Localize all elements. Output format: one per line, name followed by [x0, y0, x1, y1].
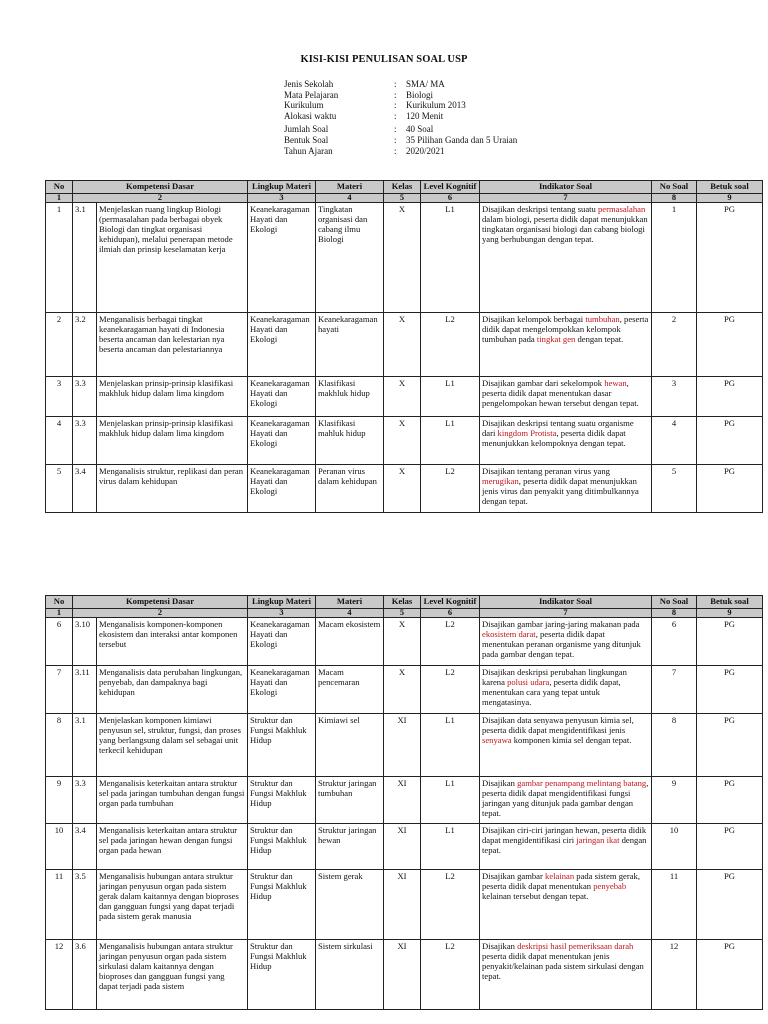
kd-text: Menganalisis hubungan antara struktur jaringan penyusun organ pada sistem sirkulasi dalam kaitannya dengan bioproses dan gangguan fungsi yang dapat terjadi pada sistem	[97, 939, 248, 1009]
indikator-highlight: merugikan	[482, 475, 519, 486]
meta-value: Biologi	[406, 89, 434, 100]
kd-text: Menganalisis keterkaitan antara struktur sel pada jaringan hewan dengan fungsi organ pada hewan	[97, 823, 248, 869]
row-no: 12	[46, 939, 73, 1009]
header-no-soal: No Soal	[652, 596, 697, 609]
indikator-soal	[480, 376, 652, 416]
indikator-highlight: tumbuhan	[585, 313, 620, 324]
kd-number: 3.1	[73, 713, 97, 776]
meta-colon: :	[394, 79, 397, 89]
kd-number: 3.4	[73, 464, 97, 512]
indikator-highlight: tingkat gen	[536, 333, 576, 344]
meta-row	[284, 124, 517, 135]
indikator-highlight: penyebab	[593, 880, 627, 891]
row-no: 5	[46, 464, 73, 512]
no-soal: 12	[652, 939, 697, 1009]
row-no: 3	[46, 376, 73, 416]
kd-text: Menjelaskan ruang lingkup Biologi (permasalahan pada berbagai obyek Biologi dan tingkat organisasi kehidupan), melalui penerapan metode ilmiah dan prinsip keselamatan kerja	[97, 202, 248, 312]
column-number-row	[46, 608, 763, 617]
materi: Sistem gerak	[316, 869, 384, 939]
row-no: 7	[46, 665, 73, 713]
table-row	[46, 376, 763, 416]
header-materi: Materi	[316, 596, 384, 609]
kelas: XI	[384, 869, 421, 939]
indikator-highlight: hewan	[604, 377, 627, 388]
column-number: 1	[46, 193, 73, 202]
materi: Klasifikasi mahluk hidup	[316, 416, 384, 464]
row-no: 11	[46, 869, 73, 939]
indikator-text: Disajikan	[482, 940, 518, 951]
indikator-text: , peserta didik dapat mengidentifikasi fungsi jaringan yang ditunjuk pada gambar dengan tepat.	[482, 777, 649, 819]
indikator-text: Disajikan deskripsi perubahan lingkungan karena	[482, 666, 627, 687]
meta-colon: :	[394, 124, 397, 135]
column-number: 6	[421, 193, 480, 202]
bentuk-soal: PG	[697, 464, 763, 512]
meta-value: 35 Pilihan Ganda dan 5 Uraian	[406, 134, 518, 145]
no-soal: 3	[652, 376, 697, 416]
bentuk-soal: PG	[697, 776, 763, 823]
indikator-text: Disajikan data senyawa penyusun kimia sel, peserta didik dapat mengidentifikasi jenis	[482, 714, 634, 735]
indikator-highlight: jaringan ikat	[576, 834, 620, 845]
indikator-highlight: polusi udara	[507, 676, 550, 687]
indikator-soal	[480, 416, 652, 464]
meta-key: Mata Pelajaran	[284, 89, 339, 100]
indikator-soal	[480, 713, 652, 776]
table-row	[46, 202, 763, 312]
indikator-text: dengan tepat.	[575, 333, 624, 344]
kisi-table-1	[45, 180, 763, 513]
materi: Klasifikasi makhluk hidup	[316, 376, 384, 416]
row-no: 10	[46, 823, 73, 869]
kd-number: 3.5	[73, 869, 97, 939]
materi: Tingkatan organisasi dan cabang ilmu Biologi	[316, 202, 384, 312]
indikator-soal	[480, 776, 652, 823]
table-row	[46, 939, 763, 1009]
bentuk-soal: PG	[697, 202, 763, 312]
kelas: XI	[384, 713, 421, 776]
lingkup-materi: Struktur dan Fungsi Makhluk Hidup	[248, 869, 316, 939]
column-number: 1	[46, 608, 73, 617]
level-kognitif: L1	[421, 776, 480, 823]
meta-value: Kurikulum 2013	[406, 100, 466, 111]
row-no: 8	[46, 713, 73, 776]
header-lingkup-materi: Lingkup Materi	[248, 596, 316, 609]
column-number: 9	[697, 608, 763, 617]
kelas: X	[384, 312, 421, 376]
bentuk-soal: PG	[697, 312, 763, 376]
header-no: No	[46, 181, 73, 194]
column-number: 4	[316, 608, 384, 617]
materi: Macam ekosistem	[316, 617, 384, 665]
table-row	[46, 713, 763, 776]
level-kognitif: L2	[421, 312, 480, 376]
meta-colon: :	[394, 100, 397, 111]
indikator-text: dalam biologi, peserta didik dapat menunjukkan tingkatan organisasi biologi dan cabang biologi yang berhubungan dengan tepat.	[482, 213, 648, 245]
kd-number: 3.11	[73, 665, 97, 713]
level-kognitif: L2	[421, 939, 480, 1009]
column-number: 8	[652, 193, 697, 202]
kelas: XI	[384, 939, 421, 1009]
indikator-text: Disajikan deskripsi tentang suatu organisme dari	[482, 417, 634, 438]
kd-text: Menganalisis data perubahan lingkungan, penyebab, dan dampaknya bagi kehidupan	[97, 665, 248, 713]
meta-key: Kurikulum	[284, 100, 324, 111]
indikator-text: , peserta didik dapat menunjukkan jenis virus dan penyakit yang ditimbulkannya dengan tepat.	[482, 475, 639, 507]
document-title: KISI-KISI PENULISAN SOAL USP	[300, 54, 468, 65]
indikator-highlight: kingdom Protista	[497, 427, 557, 438]
no-soal: 9	[652, 776, 697, 823]
indikator-soal	[480, 939, 652, 1009]
column-number: 3	[248, 193, 316, 202]
bentuk-soal: PG	[697, 376, 763, 416]
indikator-text: , peserta didik dapat menunjukkan kelompoknya dengan tepat.	[482, 427, 626, 448]
lingkup-materi: Keanekaragaman Hayati dan Ekologi	[248, 202, 316, 312]
indikator-text: Disajikan deskripsi tentang suatu	[482, 203, 598, 214]
column-number: 9	[697, 193, 763, 202]
column-number: 7	[480, 193, 652, 202]
level-kognitif: L1	[421, 416, 480, 464]
level-kognitif: L2	[421, 869, 480, 939]
meta-value: 120 Menit	[406, 110, 444, 121]
level-kognitif: L2	[421, 617, 480, 665]
row-no: 2	[46, 312, 73, 376]
row-no: 1	[46, 202, 73, 312]
lingkup-materi: Struktur dan Fungsi Makhluk Hidup	[248, 939, 316, 1009]
meta-key: Alokasi waktu	[284, 110, 337, 121]
kd-text: Menganalisis komponen-komponen ekosistem dan interaksi antar komponen tersebut	[97, 617, 248, 665]
indikator-text: pada sistem gerak, peserta didik dapat menentukan	[482, 870, 640, 891]
indikator-text: , peserta didik dapat menentukan dasar pengelompokan hewan tersebut dengan tepat.	[482, 377, 639, 408]
lingkup-materi: Struktur dan Fungsi Makhluk Hidup	[248, 823, 316, 869]
level-kognitif: L1	[421, 376, 480, 416]
meta-key: Bentuk Soal	[284, 134, 329, 145]
meta-row	[284, 90, 517, 101]
header-kompetensi-dasar: Kompetensi Dasar	[73, 181, 248, 194]
indikator-text: , peserta didik dapat, menentukan cara yang tepat untuk mengatasinya.	[482, 676, 621, 708]
column-number: 5	[384, 193, 421, 202]
document-meta	[284, 79, 517, 156]
kelas: XI	[384, 776, 421, 823]
column-number: 3	[248, 608, 316, 617]
meta-value: 40 Soal	[406, 124, 434, 135]
kelas: X	[384, 202, 421, 312]
indikator-text: dengan tepat.	[482, 834, 647, 855]
indikator-highlight: gambar penampang melintang batang	[517, 777, 647, 788]
header-betuk-soal: Betuk soal	[697, 596, 763, 609]
kelas: X	[384, 464, 421, 512]
level-kognitif: L1	[421, 202, 480, 312]
lingkup-materi: Keanekaragaman Hayati dan Ekologi	[248, 312, 316, 376]
header-level-kognitif: Level Kognitif	[421, 596, 480, 609]
column-number: 5	[384, 608, 421, 617]
lingkup-materi: Struktur dan Fungsi Makhluk Hidup	[248, 713, 316, 776]
meta-key: Tahun Ajaran	[284, 145, 333, 156]
table-header-row	[46, 596, 763, 609]
column-number-row	[46, 193, 763, 202]
row-no: 6	[46, 617, 73, 665]
table-header-row	[46, 181, 763, 194]
indikator-text: , peserta didik dapat mengelompokkan kelompok tumbuhan pada	[482, 313, 649, 344]
indikator-text: kelainan tersebut dengan tepat.	[482, 890, 589, 901]
bentuk-soal: PG	[697, 416, 763, 464]
materi: Kimiawi sel	[316, 713, 384, 776]
table-row	[46, 823, 763, 869]
indikator-text: Disajikan gambar	[482, 870, 546, 881]
no-soal: 5	[652, 464, 697, 512]
meta-colon: :	[394, 134, 397, 145]
kd-text: Menganalisis hubungan antara struktur jaringan penyusun organ pada sistem gerak dalam kaitannya dengan bioproses dan gangguan fungsi yang dapat terjadi pada sistem gerak manusia	[97, 869, 248, 939]
bentuk-soal: PG	[697, 665, 763, 713]
kd-number: 3.1	[73, 202, 97, 312]
kd-number: 3.4	[73, 823, 97, 869]
indikator-text: Disajikan gambar jaring-jaring makanan pada	[482, 618, 640, 629]
indikator-soal	[480, 617, 652, 665]
meta-row	[284, 111, 517, 122]
table-row	[46, 776, 763, 823]
column-number: 4	[316, 193, 384, 202]
table-row	[46, 312, 763, 376]
indikator-text: Disajikan ciri-ciri jaringan hewan, peserta didik dapat mengidentifikasi ciri	[482, 824, 647, 845]
meta-colon: :	[394, 145, 397, 156]
meta-colon: :	[394, 89, 397, 100]
meta-row	[284, 135, 517, 146]
header-lingkup-materi: Lingkup Materi	[248, 181, 316, 194]
column-number: 2	[73, 608, 248, 617]
table-row	[46, 464, 763, 512]
materi: Sistem sirkulasi	[316, 939, 384, 1009]
no-soal: 7	[652, 665, 697, 713]
table-row	[46, 617, 763, 665]
kd-number: 3.3	[73, 376, 97, 416]
table-row	[46, 869, 763, 939]
header-kelas: Kelas	[384, 596, 421, 609]
kd-number: 3.2	[73, 312, 97, 376]
indikator-soal	[480, 312, 652, 376]
bentuk-soal: PG	[697, 713, 763, 776]
indikator-text: Disajikan tentang peranan virus yang	[482, 465, 610, 476]
no-soal: 6	[652, 617, 697, 665]
table-row	[46, 665, 763, 713]
kelas: XI	[384, 823, 421, 869]
indikator-highlight: ekosistem darat	[482, 628, 536, 639]
kd-text: Menganalisis struktur, replikasi dan peran virus dalam kehidupan	[97, 464, 248, 512]
materi: Struktur jaringan hewan	[316, 823, 384, 869]
no-soal: 2	[652, 312, 697, 376]
bentuk-soal: PG	[697, 617, 763, 665]
meta-colon: :	[394, 110, 397, 121]
kd-text: Menjelaskan prinsip-prinsip klasifikasi makhluk hidup dalam lima kingdom	[97, 376, 248, 416]
meta-row	[284, 79, 517, 90]
materi: Peranan virus dalam kehidupan	[316, 464, 384, 512]
materi: Struktur jaringan tumbuhan	[316, 776, 384, 823]
indikator-soal	[480, 202, 652, 312]
header-level-kognitif: Level Kognitif	[421, 181, 480, 194]
header-no-soal: No Soal	[652, 181, 697, 194]
meta-row	[284, 100, 517, 111]
bentuk-soal: PG	[697, 869, 763, 939]
indikator-highlight: senyawa	[482, 734, 512, 745]
meta-row	[284, 146, 517, 157]
column-number: 8	[652, 608, 697, 617]
kelas: X	[384, 376, 421, 416]
kd-text: Menjelaskan komponen kimiawi penyusun sel, struktur, fungsi, dan proses yang berlangsung dalam sel sebagai unit terkecil kehidupan	[97, 713, 248, 776]
lingkup-materi: Keanekaragaman Hayati dan Ekologi	[248, 617, 316, 665]
meta-value: 2020/2021	[406, 145, 445, 156]
indikator-soal	[480, 665, 652, 713]
indikator-highlight: deskripsi hasil pemeriksaan darah	[517, 940, 634, 951]
materi: Macam pencemaran	[316, 665, 384, 713]
level-kognitif: L2	[421, 665, 480, 713]
kd-number: 3.3	[73, 416, 97, 464]
indikator-text: , peserta didik dapat menentukan peranan organisme yang ditunjuk pada gambar dengan tepat.	[482, 628, 641, 660]
lingkup-materi: Keanekaragaman Hayati dan Ekologi	[248, 464, 316, 512]
materi: Keanekaragaman hayati	[316, 312, 384, 376]
kd-number: 3.3	[73, 776, 97, 823]
bentuk-soal: PG	[697, 823, 763, 869]
bentuk-soal: PG	[697, 939, 763, 1009]
kelas: X	[384, 665, 421, 713]
header-betuk-soal: Betuk soal	[697, 181, 763, 194]
kd-text: Menganalisis keterkaitan antara struktur sel pada jaringan tumbuhan dengan fungsi organ pada tumbuhan	[97, 776, 248, 823]
header-indikator-soal: Indikator Soal	[480, 596, 652, 609]
meta-value: SMA/ MA	[406, 79, 445, 89]
indikator-text: Disajikan	[482, 777, 518, 788]
indikator-soal	[480, 464, 652, 512]
lingkup-materi: Keanekaragaman Hayati dan Ekologi	[248, 665, 316, 713]
no-soal: 1	[652, 202, 697, 312]
kelas: X	[384, 617, 421, 665]
meta-key: Jenis Sekolah	[284, 79, 334, 89]
indikator-text: peserta didik dapat menentukan jenis penyakit/kelainan pada sistem sirkulasi dengan tepat.	[482, 950, 644, 982]
lingkup-materi: Keanekaragaman Hayati dan Ekologi	[248, 416, 316, 464]
indikator-soal	[480, 869, 652, 939]
indikator-text: Disajikan gambar dari sekelompok	[482, 377, 605, 388]
level-kognitif: L1	[421, 823, 480, 869]
header-materi: Materi	[316, 181, 384, 194]
indikator-text: komponen kimia sel dengan tepat.	[511, 734, 632, 745]
kd-text: Menganalisis berbagai tingkat keanekaragaman hayati di Indonesia beserta ancaman dan kelestarian nya beserta ancaman dan pelestariannya	[97, 312, 248, 376]
header-no: No	[46, 596, 73, 609]
level-kognitif: L1	[421, 713, 480, 776]
level-kognitif: L2	[421, 464, 480, 512]
row-no: 4	[46, 416, 73, 464]
indikator-highlight: kelainan	[545, 870, 575, 881]
indikator-highlight: permasalahan	[598, 203, 646, 214]
indikator-text: Disajikan kelompok berbagai	[482, 313, 586, 324]
indikator-soal	[480, 823, 652, 869]
kd-number: 3.6	[73, 939, 97, 1009]
column-number: 6	[421, 608, 480, 617]
kd-text: Menjelaskan prinsip-prinsip klasifikasi makhluk hidup dalam lima kingdom	[97, 416, 248, 464]
header-indikator-soal: Indikator Soal	[480, 181, 652, 194]
table-row	[46, 416, 763, 464]
header-kelas: Kelas	[384, 181, 421, 194]
kelas: X	[384, 416, 421, 464]
column-number: 2	[73, 193, 248, 202]
no-soal: 8	[652, 713, 697, 776]
row-no: 9	[46, 776, 73, 823]
header-kompetensi-dasar: Kompetensi Dasar	[73, 596, 248, 609]
no-soal: 11	[652, 869, 697, 939]
meta-key: Jumlah Soal	[284, 124, 329, 135]
kd-number: 3.10	[73, 617, 97, 665]
kisi-table-2	[45, 595, 763, 1010]
no-soal: 10	[652, 823, 697, 869]
column-number: 7	[480, 608, 652, 617]
lingkup-materi: Struktur dan Fungsi Makhluk Hidup	[248, 776, 316, 823]
lingkup-materi: Keanekaragaman Hayati dan Ekologi	[248, 376, 316, 416]
no-soal: 4	[652, 416, 697, 464]
